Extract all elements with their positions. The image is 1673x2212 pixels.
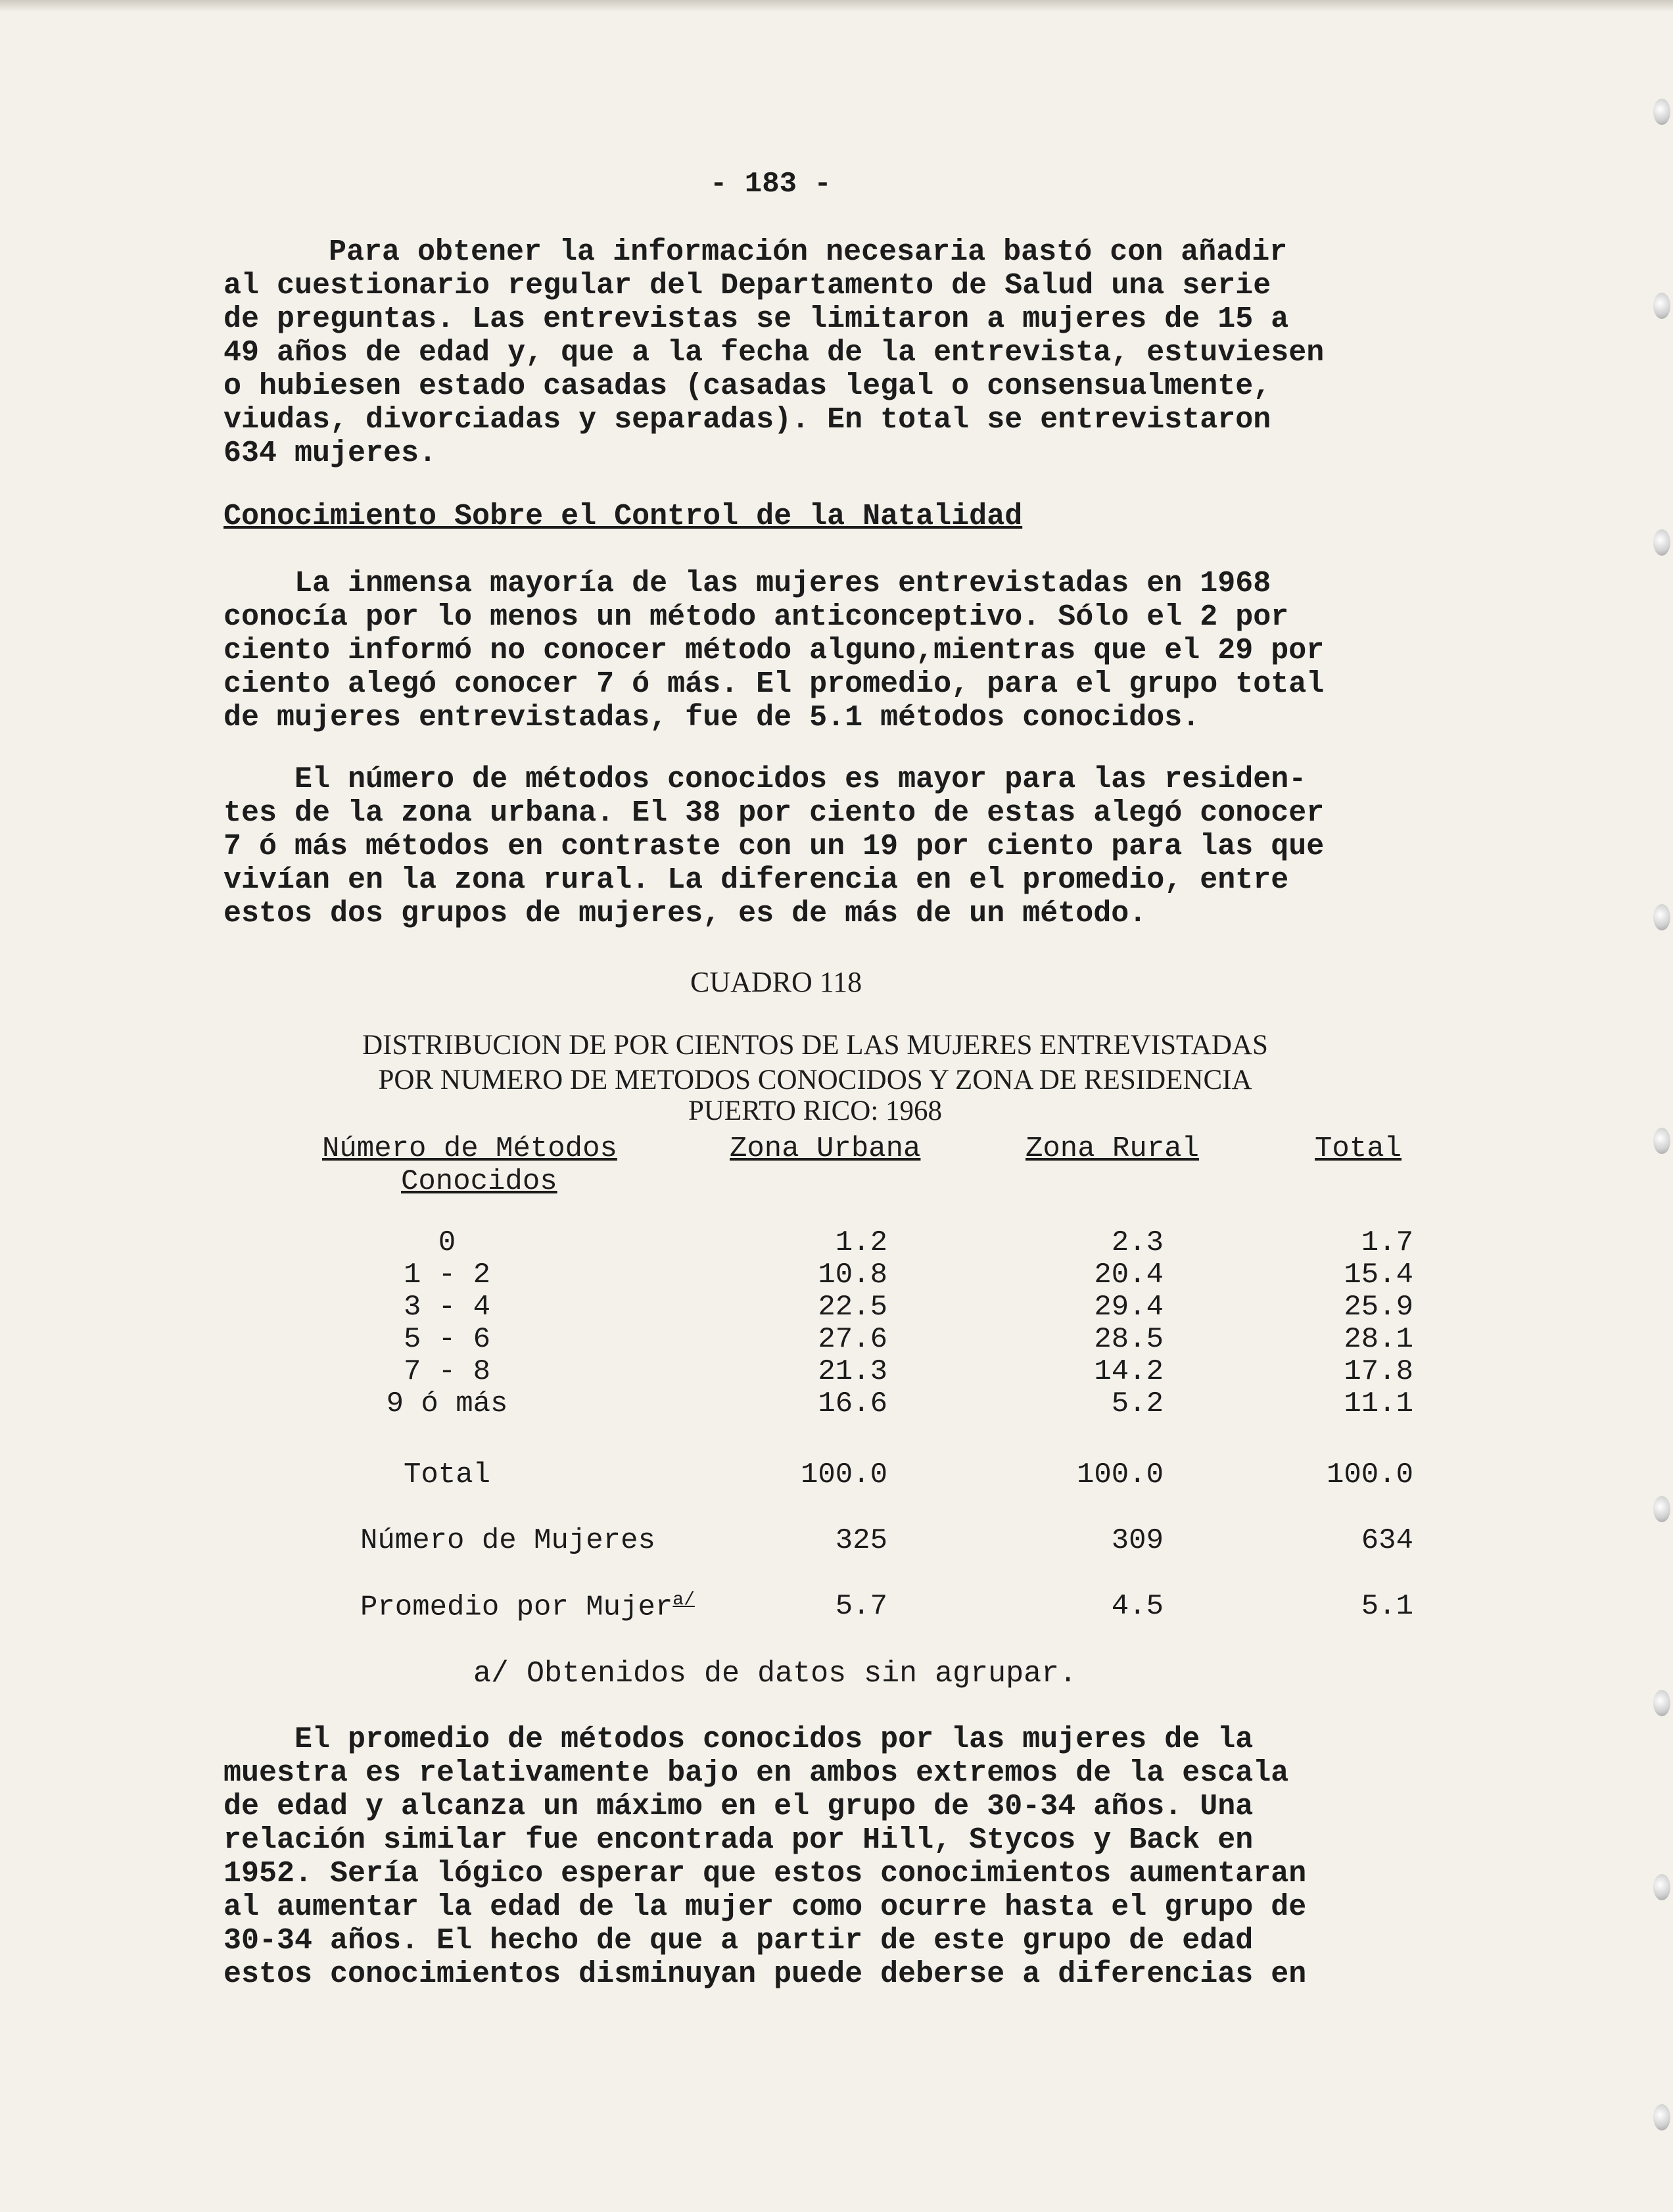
row-label: 5 - 6 bbox=[403, 1323, 491, 1356]
text-line: Para obtener la información necesaria bastó con añadir bbox=[329, 235, 1288, 269]
row-label: 1 - 2 bbox=[403, 1259, 491, 1291]
text-line: 49 años de edad y, que a la fecha de la entrevista, estuviesen bbox=[224, 336, 1325, 370]
section-heading: Conocimiento Sobre el Control de la Natalidad bbox=[224, 500, 1023, 533]
binder-holes bbox=[1647, 0, 1673, 2212]
cell-urbana: 10.8 bbox=[818, 1259, 887, 1291]
text-line: al cuestionario regular del Departamento de Salud una serie bbox=[224, 269, 1271, 302]
text-line: 7 ó más métodos en contraste con un 19 por ciento para las que bbox=[224, 830, 1325, 863]
cell-total: 28.1 bbox=[1344, 1323, 1413, 1356]
text-line: ciento alegó conocer 7 ó más. El promedio, para el grupo total bbox=[224, 667, 1325, 701]
text-line: de preguntas. Las entrevistas se limitaron a mujeres de 15 a bbox=[224, 302, 1289, 336]
cell-rural: 5.2 bbox=[1111, 1387, 1164, 1420]
cell-rural: 4.5 bbox=[1111, 1590, 1164, 1623]
paragraph-knowledge bbox=[224, 567, 1407, 734]
text-line: viudas, divorciadas y separadas). En total se entrevistaron bbox=[224, 403, 1271, 437]
cell-total: 11.1 bbox=[1344, 1387, 1413, 1420]
text-line: conocía por lo menos un método anticonceptivo. Sólo el 2 por bbox=[224, 600, 1289, 634]
text-line: El número de métodos conocidos es mayor para las residen- bbox=[224, 763, 1307, 796]
row-label: 0 bbox=[438, 1226, 456, 1259]
text-line: ciento informó no conocer método alguno,mientras que el 29 por bbox=[224, 634, 1325, 667]
table-title-line: DISTRIBUCION DE POR CIENTOS DE LAS MUJERES ENTREVISTADAS bbox=[362, 1030, 1268, 1061]
cell-urbana: 16.6 bbox=[818, 1387, 887, 1420]
page-top-edge bbox=[0, 0, 1673, 12]
page-number: - 183 - bbox=[710, 168, 832, 201]
binder-hole bbox=[1653, 2104, 1670, 2130]
header-num-metodos: Número de Métodos bbox=[322, 1132, 617, 1165]
binder-hole bbox=[1653, 99, 1670, 125]
row-label bbox=[360, 1590, 695, 1624]
row-label: 3 - 4 bbox=[403, 1291, 491, 1324]
table-footnote: a/ Obtenidos de datos sin agrupar. bbox=[473, 1657, 1077, 1691]
binder-hole bbox=[1653, 1690, 1670, 1716]
cell-total: 15.4 bbox=[1344, 1259, 1413, 1291]
cell-total: 5.1 bbox=[1361, 1590, 1413, 1623]
row-label: Número de Mujeres bbox=[360, 1524, 655, 1557]
cell-total: 634 bbox=[1361, 1524, 1413, 1557]
cell-rural: 28.5 bbox=[1094, 1323, 1164, 1356]
cell-urbana: 100.0 bbox=[800, 1458, 887, 1491]
text-line: relación similar fue encontrada por Hill, Stycos y Back en bbox=[224, 1823, 1254, 1857]
text-line: de mujeres entrevistadas, fue de 5.1 métodos conocidos. bbox=[224, 701, 1200, 734]
cell-urbana: 1.2 bbox=[835, 1226, 887, 1259]
cell-rural: 309 bbox=[1111, 1524, 1164, 1557]
header-zona-rural: Zona Rural bbox=[1025, 1132, 1200, 1165]
text-line: muestra es relativamente bajo en ambos extremos de la escala bbox=[224, 1756, 1289, 1790]
paragraph-residence bbox=[224, 763, 1407, 930]
table-title-line: PUERTO RICO: 1968 bbox=[688, 1095, 943, 1126]
cell-urbana: 21.3 bbox=[818, 1355, 887, 1388]
paragraph-average bbox=[224, 1723, 1407, 1991]
binder-hole bbox=[1653, 1496, 1670, 1522]
cell-total: 17.8 bbox=[1344, 1355, 1413, 1388]
header-conocidos: Conocidos bbox=[401, 1165, 557, 1198]
text-line: La inmensa mayoría de las mujeres entrevistadas en 1968 bbox=[224, 567, 1271, 600]
text-line: al aumentar la edad de la mujer como ocurre hasta el grupo de bbox=[224, 1890, 1307, 1924]
text-line: estos dos grupos de mujeres, es de más de un método. bbox=[224, 897, 1147, 930]
cell-total: 100.0 bbox=[1326, 1458, 1413, 1491]
header-zona-urbana: Zona Urbana bbox=[730, 1132, 921, 1165]
binder-hole bbox=[1653, 529, 1670, 556]
footnote-mark: a/ bbox=[672, 1590, 695, 1610]
cell-rural: 2.3 bbox=[1111, 1226, 1164, 1259]
text-line: vivían en la zona rural. La diferencia en el promedio, entre bbox=[224, 863, 1289, 897]
text-line: o hubiesen estado casadas (casadas legal o consensualmente, bbox=[224, 370, 1271, 403]
cell-total: 1.7 bbox=[1361, 1226, 1413, 1259]
binder-hole bbox=[1653, 1128, 1670, 1154]
cell-rural: 20.4 bbox=[1094, 1259, 1164, 1291]
header-total: Total bbox=[1315, 1132, 1402, 1165]
cell-urbana: 22.5 bbox=[818, 1291, 887, 1324]
binder-hole bbox=[1653, 1874, 1670, 1900]
table-title-line: POR NUMERO DE METODOS CONOCIDOS Y ZONA DE RESIDENCIA bbox=[378, 1065, 1252, 1095]
cell-urbana: 325 bbox=[835, 1524, 887, 1557]
row-label: Total bbox=[403, 1458, 491, 1491]
cell-rural: 14.2 bbox=[1094, 1355, 1164, 1388]
table-number: CUADRO 118 bbox=[690, 966, 862, 998]
paragraph-intro bbox=[224, 235, 1407, 470]
text-line: tes de la zona urbana. El 38 por ciento de estas alegó conocer bbox=[224, 796, 1325, 830]
text-line: de edad y alcanza un máximo en el grupo de 30-34 años. Una bbox=[224, 1790, 1254, 1823]
text-line: El promedio de métodos conocidos por las mujeres de la bbox=[224, 1723, 1254, 1756]
cell-urbana: 5.7 bbox=[835, 1590, 887, 1623]
row-label: 7 - 8 bbox=[403, 1355, 491, 1388]
text-line: 1952. Sería lógico esperar que estos conocimientos aumentaran bbox=[224, 1857, 1307, 1890]
text-line: estos conocimientos disminuyan puede deberse a diferencias en bbox=[224, 1958, 1307, 1991]
binder-hole bbox=[1653, 904, 1670, 930]
promedio-label: Promedio por Mujer bbox=[360, 1591, 673, 1624]
cell-total: 25.9 bbox=[1344, 1291, 1413, 1324]
cell-rural: 29.4 bbox=[1094, 1291, 1164, 1324]
text-line: 30-34 años. El hecho de que a partir de este grupo de edad bbox=[224, 1924, 1254, 1958]
text-line: 634 mujeres. bbox=[224, 437, 437, 470]
row-label: 9 ó más bbox=[386, 1387, 508, 1420]
binder-hole bbox=[1653, 293, 1670, 319]
cell-urbana: 27.6 bbox=[818, 1323, 887, 1356]
cell-rural: 100.0 bbox=[1076, 1458, 1164, 1491]
